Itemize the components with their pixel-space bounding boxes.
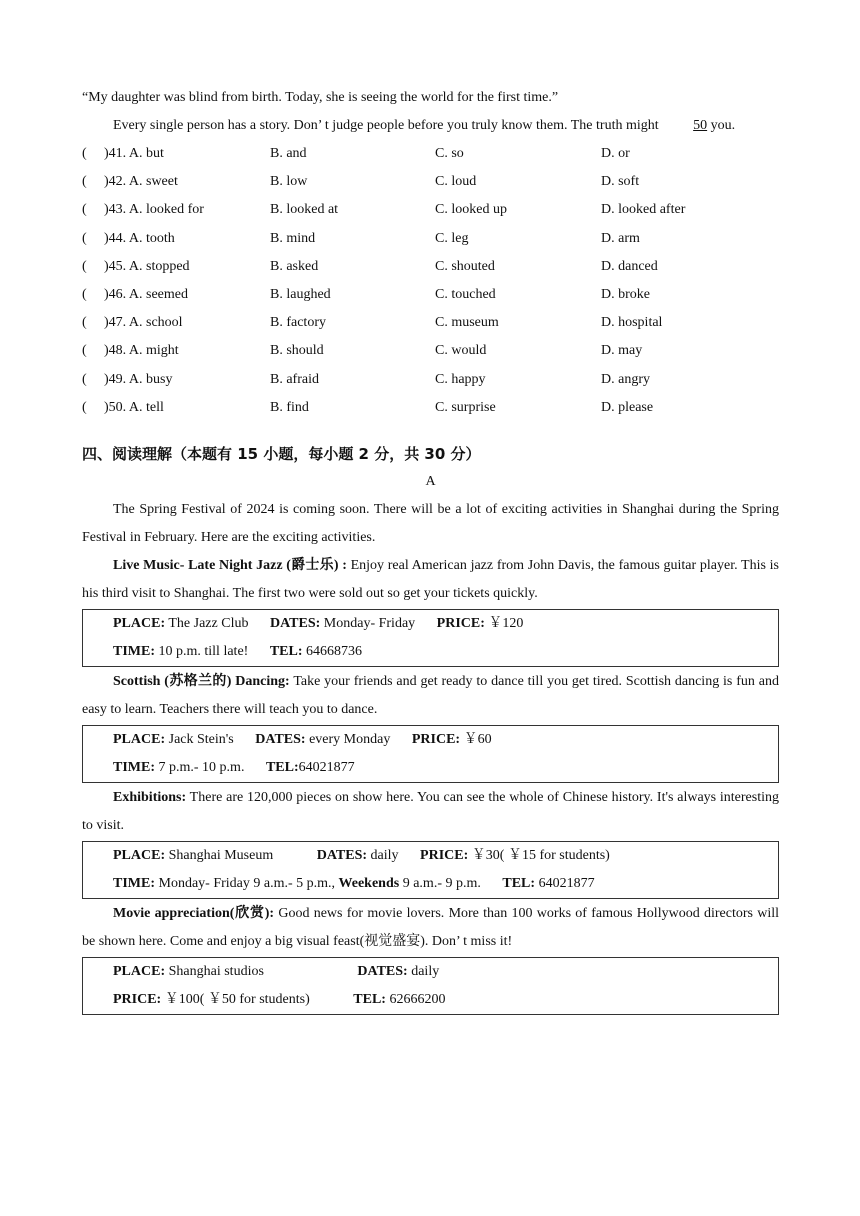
place-value: Shanghai Museum (165, 848, 274, 864)
jazz-desc: Enjoy real American jazz from John Davis, the famous guitar player. This is his third visit to Shanghai. The first two were sold out so get your tickets quickly. (82, 558, 779, 602)
option-a: )41. A. but (104, 146, 164, 161)
weekends-label: Weekends (338, 876, 400, 892)
section-heading: 四、阅读理解（本题有 15 小题，每小题 2 分，共 30 分） (82, 445, 481, 464)
answer-paren[interactable]: ( (82, 230, 87, 246)
option-c: C. surprise (435, 399, 496, 415)
question-row (82, 309, 779, 337)
dates-value: every Monday (305, 732, 391, 748)
place-value: Shanghai studios (165, 964, 264, 980)
option-b: B. and (270, 146, 307, 161)
jazz-title: Live Music- Late Night Jazz (爵士乐) : (113, 558, 347, 574)
place-label: PLACE: (113, 848, 166, 864)
conclusion-end: you. (710, 118, 736, 133)
scottish-desc: Take your friends and get ready to dance till you get tired. Scottish dancing is fun and easy to learn. Teachers there will teach you to dance. (82, 674, 779, 718)
option-a: )48. A. might (104, 343, 179, 359)
price-value: ￥100( ￥50 for students) (161, 992, 310, 1008)
option-d: D. soft (601, 174, 640, 190)
price-value: ￥30( ￥15 for students) (468, 848, 610, 864)
time-label: TIME: (113, 760, 155, 776)
option-d: D. or (601, 146, 630, 161)
place-label: PLACE: (113, 616, 166, 632)
option-a: )42. A. sweet (104, 174, 178, 190)
exhibitions-desc: There are 120,000 pieces on show here. You can see the whole of Chinese history. It's always interesting to visit. (82, 790, 779, 834)
tel-value: 64021877 (535, 876, 595, 892)
price-label: PRICE: (436, 616, 485, 632)
passage-intro: The Spring Festival of 2024 is coming soon. There will be a lot of exciting activities in Shanghai during the Spring Festival in February. Here are the exciting activities. (82, 502, 779, 546)
price-label: PRICE: (420, 848, 469, 864)
answer-paren[interactable]: ( (82, 371, 87, 387)
exam-page (82, 84, 779, 1016)
price-value: ￥120 (484, 616, 524, 632)
movie-title: Movie appreciation(欣赏): (113, 906, 275, 922)
option-b: B. find (270, 399, 309, 415)
option-a: )49. A. busy (104, 371, 173, 387)
dates-label: DATES: (316, 848, 368, 864)
option-c: C. leg (435, 230, 469, 246)
dates-label: DATES: (255, 732, 306, 748)
scottish-title: Scottish (苏格兰的) Dancing: (113, 674, 290, 690)
option-c: C. looked up (435, 202, 507, 218)
option-a: )47. A. school (104, 315, 183, 331)
time-value: 7 p.m.- 10 p.m. (155, 760, 245, 776)
question-row (82, 168, 779, 196)
question-row (82, 140, 779, 168)
answer-blank-50[interactable]: 50 (693, 118, 708, 133)
tel-label: TEL: (269, 644, 303, 660)
option-c: C. museum (435, 315, 499, 331)
option-b: B. afraid (270, 371, 319, 387)
option-b: B. low (270, 174, 308, 190)
option-d: D. arm (601, 230, 640, 246)
movie-description (82, 900, 779, 956)
option-d: D. please (601, 399, 654, 415)
weekends-value: 9 a.m.- 9 p.m. (399, 876, 481, 892)
option-c: C. happy (435, 371, 486, 387)
option-d: D. angry (601, 371, 650, 387)
answer-paren[interactable]: ( (82, 287, 87, 303)
tel-value: 62666200 (385, 992, 446, 1008)
answer-paren[interactable]: ( (82, 202, 87, 218)
time-label: TIME: (113, 644, 155, 660)
tel-value: 64668736 (302, 644, 363, 660)
price-label: PRICE: (411, 732, 461, 748)
option-c: C. so (435, 146, 464, 161)
place-label: PLACE: (113, 964, 166, 980)
price-value: ￥60 (460, 732, 492, 748)
exhibitions-description (82, 784, 779, 840)
time-label: TIME: (113, 876, 155, 892)
answer-paren[interactable]: ( (82, 146, 87, 161)
tel-label: TEL: (353, 992, 386, 1008)
option-b: B. asked (270, 258, 319, 274)
exhibitions-info-box (82, 841, 779, 899)
jazz-info-box (82, 609, 779, 667)
option-b: B. factory (270, 315, 326, 331)
dates-label: DATES: (269, 616, 321, 632)
movie-desc: Good news for movie lovers. More than 100 works of famous Hollywood directors will be shown here. Come and enjoy a big visual feast(视觉盛宴). Don’ t miss it! (82, 906, 779, 950)
answer-paren[interactable]: ( (82, 343, 87, 359)
option-d: D. broke (601, 287, 650, 303)
conclusion-text: Every single person has a story. Don’ t judge people before you truly know them. The truth might (113, 118, 659, 133)
dates-label: DATES: (357, 964, 408, 980)
option-d: D. may (601, 343, 643, 359)
option-c: C. touched (435, 287, 496, 303)
question-list (82, 140, 779, 422)
scottish-description (82, 668, 779, 724)
option-d: D. hospital (601, 315, 663, 331)
jazz-description (82, 552, 779, 608)
dates-value: daily (367, 848, 399, 864)
price-label: PRICE: (113, 992, 162, 1008)
scottish-info-box (82, 725, 779, 783)
exhibitions-title: Exhibitions: (113, 790, 187, 806)
question-row (82, 196, 779, 224)
option-a: )45. A. stopped (104, 258, 190, 274)
option-d: D. looked after (601, 202, 686, 218)
place-label: PLACE: (113, 732, 166, 748)
answer-paren[interactable]: ( (82, 315, 87, 331)
story-quote: “My daughter was blind from birth. Today, she is seeing the world for the first time.” (82, 90, 559, 105)
option-c: C. would (435, 343, 487, 359)
story-conclusion (82, 112, 779, 140)
option-b: B. mind (270, 230, 316, 246)
option-b: B. laughed (270, 287, 331, 303)
question-row (82, 225, 779, 253)
question-row (82, 281, 779, 309)
answer-paren[interactable]: ( (82, 258, 87, 274)
option-a: )46. A. seemed (104, 287, 188, 303)
option-a: )44. A. tooth (104, 230, 175, 246)
place-value: The Jazz Club (165, 616, 249, 632)
tel-label: TEL: (265, 760, 299, 776)
option-b: B. should (270, 343, 324, 359)
dates-value: Monday- Friday (320, 616, 416, 632)
question-row (82, 337, 779, 365)
movie-info-box (82, 957, 779, 1015)
option-c: C. shouted (435, 258, 495, 274)
passage-label: A (425, 474, 436, 490)
option-a: )50. A. tell (104, 399, 164, 415)
question-row (82, 394, 779, 422)
option-c: C. loud (435, 174, 477, 190)
dates-value: daily (407, 964, 440, 980)
tel-label: TEL: (502, 876, 536, 892)
time-value: 10 p.m. till late! (155, 644, 249, 660)
answer-paren[interactable]: ( (82, 174, 87, 190)
tel-value: 64021877 (298, 760, 355, 776)
question-row (82, 366, 779, 394)
answer-paren[interactable]: ( (82, 399, 87, 415)
time-value: Monday- Friday 9 a.m.- 5 p.m., (155, 876, 339, 892)
option-a: )43. A. looked for (104, 202, 204, 218)
option-d: D. danced (601, 258, 658, 274)
question-row (82, 253, 779, 281)
place-value: Jack Stein's (165, 732, 234, 748)
option-b: B. looked at (270, 202, 339, 218)
